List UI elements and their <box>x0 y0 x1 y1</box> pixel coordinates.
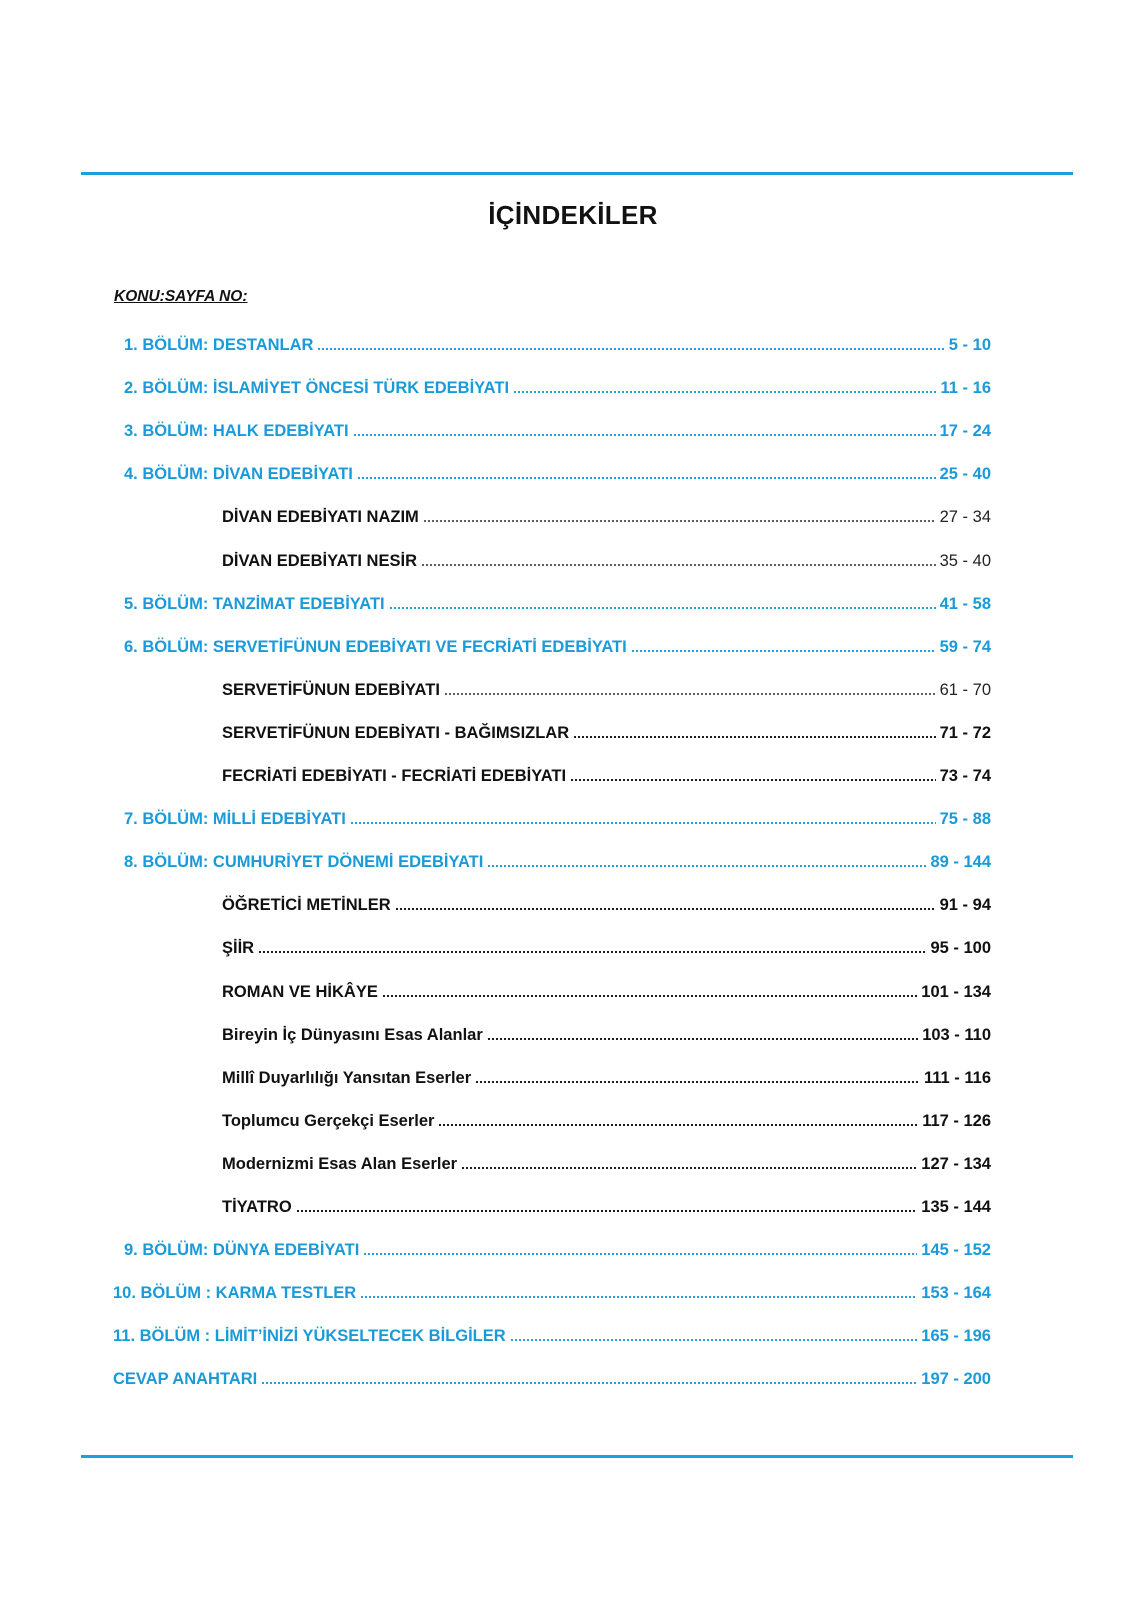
dot-leader <box>317 348 944 350</box>
toc-entry-pages: 17 - 24 <box>939 422 991 441</box>
bottom-divider <box>81 1455 1073 1458</box>
column-header <box>114 288 248 306</box>
toc-subsection-entry[interactable] <box>222 762 991 786</box>
toc-entry-pages: 41 - 58 <box>939 594 991 613</box>
toc-entry-label: ROMAN VE HİKÂYE <box>222 982 378 1001</box>
toc-entry-label: Modernizmi Esas Alan Eserler <box>222 1154 458 1173</box>
toc-entry-label: TİYATRO <box>222 1198 292 1216</box>
dot-leader <box>570 779 936 781</box>
toc-entry-pages: 27 - 34 <box>939 508 991 527</box>
toc-subsection-entry[interactable] <box>222 1193 991 1217</box>
toc-entry-label: 11. BÖLÜM : LİMİT’İNİZİ YÜKSELTECEK BİLGİLER <box>113 1327 506 1346</box>
toc-subsection-entry[interactable] <box>222 1021 991 1045</box>
toc-entry-label: 9. BÖLÜM: DÜNYA EDEBİYATI <box>124 1241 360 1260</box>
toc-entry-pages: 117 - 126 <box>922 1111 991 1130</box>
header-konu: KONU <box>114 288 160 305</box>
toc-entry-pages: 5 - 10 <box>948 336 991 354</box>
dot-leader <box>389 607 936 609</box>
toc-entry-label: 1. BÖLÜM: DESTANLAR <box>124 336 314 354</box>
toc-chapter-entry[interactable] <box>113 1322 991 1346</box>
toc-entry-pages: 75 - 88 <box>939 810 991 829</box>
toc-chapter-entry[interactable] <box>113 1365 991 1389</box>
toc-entry-pages: 61 - 70 <box>939 680 991 699</box>
dot-leader <box>382 995 917 997</box>
toc-entry-label: Toplumcu Gerçekçi Eserler <box>222 1111 435 1130</box>
toc-entry-label: SERVETİFÜNUN EDEBİYATI - BAĞIMSIZLAR <box>222 723 570 742</box>
toc-entry-label: ÖĞRETİCİ METİNLER <box>222 896 391 915</box>
toc-chapter-entry[interactable] <box>124 805 991 829</box>
toc-entry-pages: 59 - 74 <box>939 637 991 656</box>
toc-entry-label: 2. BÖLÜM: İSLAMİYET ÖNCESİ TÜRK EDEBİYATI <box>124 379 510 398</box>
dot-leader <box>395 908 936 910</box>
toc-subsection-entry[interactable] <box>222 934 991 958</box>
toc-chapter-entry[interactable] <box>124 590 991 614</box>
dot-leader <box>353 434 936 436</box>
toc-entry-pages: 153 - 164 <box>921 1284 991 1303</box>
toc-subsection-entry[interactable] <box>222 978 991 1002</box>
dot-leader <box>475 1081 920 1083</box>
toc-entry-pages: 73 - 74 <box>939 767 991 785</box>
dot-leader <box>510 1339 918 1341</box>
dot-leader <box>438 1124 918 1126</box>
toc-entry-pages: 95 - 100 <box>930 939 991 958</box>
toc-entry-pages: 145 - 152 <box>921 1241 991 1260</box>
toc-chapter-entry[interactable] <box>124 374 991 398</box>
dot-leader <box>258 951 926 953</box>
toc-subsection-entry[interactable] <box>222 503 991 527</box>
toc-entry-pages: 25 - 40 <box>939 465 991 484</box>
toc-entry-label: ŞİİR <box>222 939 255 958</box>
toc-entry-pages: 135 - 144 <box>921 1198 991 1216</box>
toc-entry-pages: 91 - 94 <box>939 896 991 915</box>
toc-entry-label: 4. BÖLÜM: DİVAN EDEBİYATI <box>124 465 353 484</box>
dot-leader <box>487 865 926 867</box>
toc-subsection-entry[interactable] <box>222 1150 991 1174</box>
toc-entry-pages: 35 - 40 <box>939 551 991 570</box>
dot-leader <box>573 736 935 738</box>
header-separator: : <box>159 288 165 305</box>
toc-entry-label: DİVAN EDEBİYATI NAZIM <box>222 508 419 527</box>
dot-leader <box>461 1167 917 1169</box>
dot-leader <box>296 1210 918 1212</box>
dot-leader <box>350 822 936 824</box>
toc-chapter-entry[interactable] <box>124 633 991 657</box>
toc-entry-label: 3. BÖLÜM: HALK EDEBİYATI <box>124 422 349 441</box>
toc-entry-label: Bireyin İç Dünyasını Esas Alanlar <box>222 1025 483 1044</box>
dot-leader <box>360 1296 917 1298</box>
dot-leader <box>631 650 936 652</box>
toc-entry-label: FECRİATİ EDEBİYATI - FECRİATİ EDEBİYATI <box>222 767 567 785</box>
toc-chapter-entry[interactable] <box>124 460 991 484</box>
toc-entry-pages: 71 - 72 <box>939 723 991 742</box>
toc-entry-label: Millî Duyarlılığı Yansıtan Eserler <box>222 1068 472 1087</box>
dot-leader <box>363 1253 917 1255</box>
toc-subsection-entry[interactable] <box>222 891 991 915</box>
toc-entry-pages: 165 - 196 <box>921 1327 991 1346</box>
toc-entry-label: CEVAP ANAHTARI <box>113 1370 258 1389</box>
toc-subsection-entry[interactable] <box>222 676 991 700</box>
toc-entry-pages: 103 - 110 <box>922 1025 991 1044</box>
dot-leader <box>261 1382 917 1384</box>
toc-entry-pages: 197 - 200 <box>921 1370 991 1389</box>
toc-entry-pages: 89 - 144 <box>930 853 991 872</box>
toc-subsection-entry[interactable] <box>222 547 991 571</box>
toc-entry-label: 5. BÖLÜM: TANZİMAT EDEBİYATI <box>124 594 385 613</box>
toc-subsection-entry[interactable] <box>222 1107 991 1131</box>
dot-leader <box>487 1038 918 1040</box>
dot-leader <box>513 391 937 393</box>
dot-leader <box>357 477 936 479</box>
dot-leader <box>444 693 936 695</box>
dot-leader <box>421 564 936 566</box>
toc-subsection-entry[interactable] <box>222 719 991 743</box>
toc-chapter-entry[interactable] <box>124 1236 991 1260</box>
top-divider <box>81 172 1073 175</box>
toc-entry-label: DİVAN EDEBİYATI NESİR <box>222 551 417 570</box>
toc-entry-label: 10. BÖLÜM : KARMA TESTLER <box>113 1284 357 1303</box>
header-end: : <box>242 288 248 305</box>
toc-entry-pages: 11 - 16 <box>940 379 991 398</box>
header-sayfa-no: SAYFA NO <box>164 288 243 305</box>
toc-subsection-entry[interactable] <box>222 1064 991 1088</box>
toc-entry-label: 6. BÖLÜM: SERVETİFÜNUN EDEBİYATI VE FECRİATİ EDEBİYATI <box>124 637 627 656</box>
toc-entry-pages: 127 - 134 <box>921 1154 991 1173</box>
toc-entry-label: 7. BÖLÜM: MİLLİ EDEBİYATI <box>124 810 346 829</box>
toc-entry-label: 8. BÖLÜM: CUMHURİYET DÖNEMİ EDEBİYATI <box>124 853 484 872</box>
dot-leader <box>423 520 936 522</box>
toc-chapter-entry[interactable] <box>124 417 991 441</box>
toc-entry-pages: 111 - 116 <box>924 1068 991 1087</box>
toc-chapter-entry[interactable] <box>124 331 991 355</box>
page-title: İÇİNDEKİLER <box>488 200 658 230</box>
toc-chapter-entry[interactable] <box>124 848 991 872</box>
toc-entry-pages: 101 - 134 <box>921 982 991 1001</box>
toc-chapter-entry[interactable] <box>113 1279 991 1303</box>
toc-entry-label: SERVETİFÜNUN EDEBİYATI <box>222 680 440 699</box>
